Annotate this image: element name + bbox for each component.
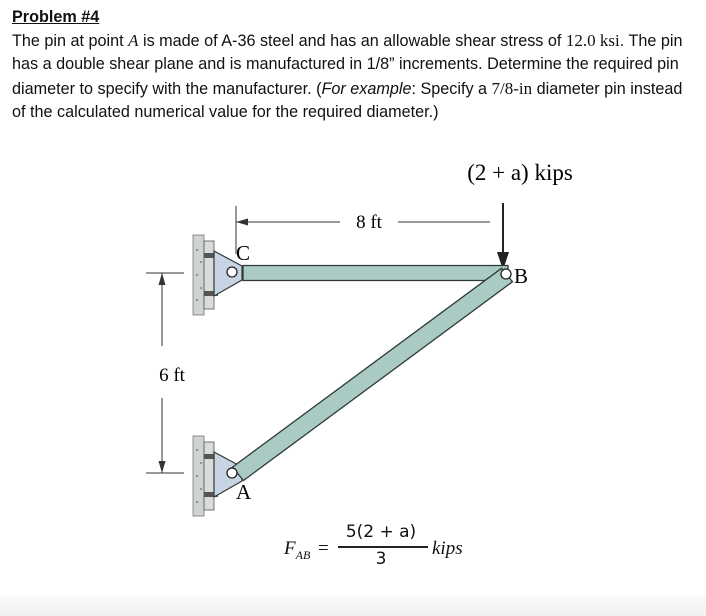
problem-text-4: The pin has a double shear plane and is manufactured in 1/8” increments. Determine the required pin diameter to specify with the manufacturer. ( bbox=[12, 32, 683, 98]
pin-c bbox=[227, 267, 237, 277]
member-ab bbox=[233, 268, 513, 480]
point-a-variable: A bbox=[128, 31, 139, 51]
problem-title: Problem #4 bbox=[12, 8, 100, 26]
allowable-stress-value: 12.0 ksi bbox=[565, 31, 620, 51]
height-dimension-label: 6 ft bbox=[159, 365, 185, 386]
formula-numerator: 5(2 + a) bbox=[345, 522, 417, 542]
point-b-label: B bbox=[514, 264, 529, 288]
span-arrow-left bbox=[236, 219, 248, 226]
formula-equals: = bbox=[318, 538, 329, 559]
bottom-edge bbox=[0, 596, 706, 616]
example-label: For example bbox=[321, 79, 412, 98]
problem-text-2: is made of A-36 steel and has an allowable shear stress of bbox=[138, 32, 566, 51]
load-label: (2 + a) kips bbox=[467, 160, 573, 185]
member-cb bbox=[243, 266, 508, 281]
problem-text-5: : Specify a bbox=[411, 79, 492, 98]
force-ab-symbol: $F_{AB}$ bbox=[284, 538, 311, 562]
formula-unit: kips bbox=[432, 538, 463, 559]
span-dimension-label: 8 ft bbox=[356, 212, 382, 233]
formula-denominator: 3 bbox=[375, 549, 387, 569]
height-arrow-top bbox=[159, 273, 166, 285]
problem-text-1: The pin at point bbox=[12, 32, 129, 51]
pin-a bbox=[227, 468, 237, 478]
formula-fraction-bar bbox=[338, 546, 428, 548]
example-pin-size: 7/8-in bbox=[491, 78, 533, 98]
point-a-label: A bbox=[236, 480, 252, 504]
pin-b bbox=[501, 269, 511, 279]
problem-text-6: diameter pin instead of the calculated numerical value for the required diameter.) bbox=[12, 79, 683, 121]
problem-text-3: . bbox=[619, 32, 625, 51]
point-c-label: C bbox=[236, 241, 251, 265]
height-arrow-bottom bbox=[159, 461, 166, 473]
